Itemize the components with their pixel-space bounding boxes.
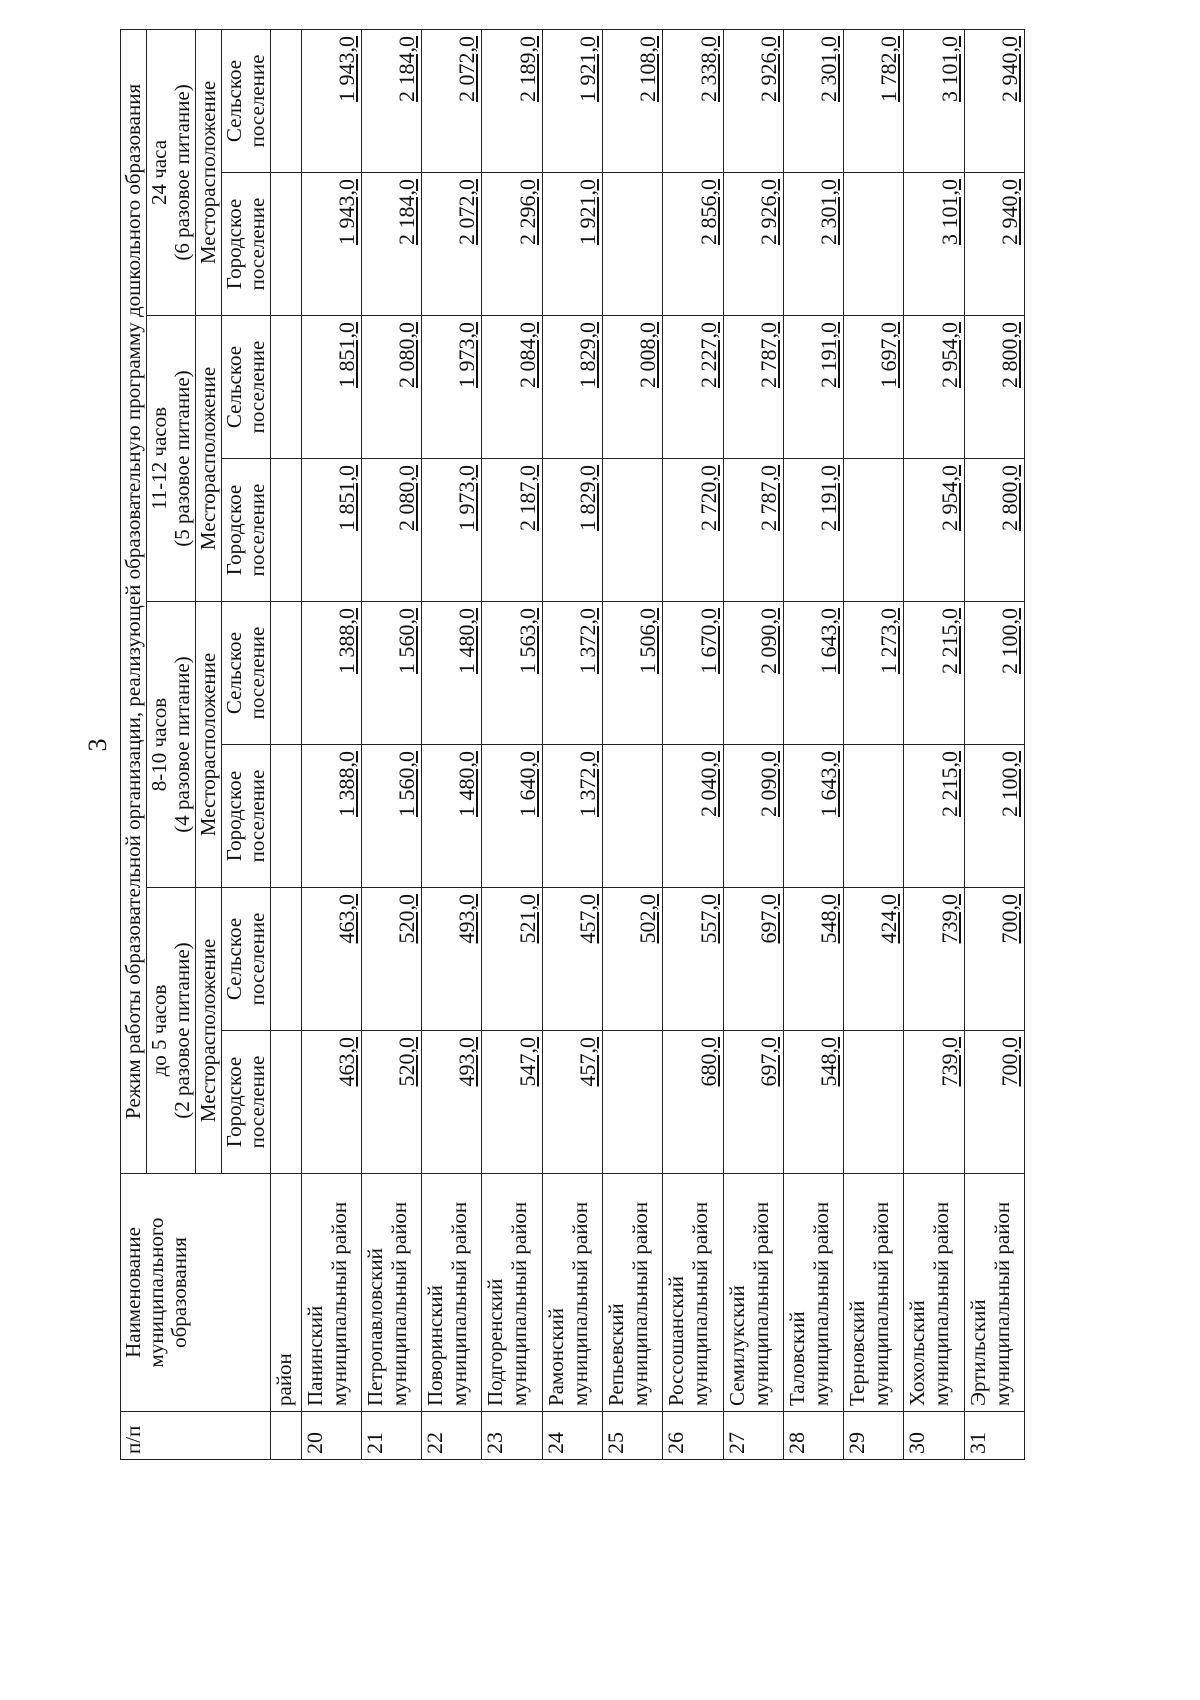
header-num: п/п [121, 1412, 271, 1460]
cell-value [271, 29, 302, 172]
table-row [904, 29, 964, 1459]
header-rural: Сельское поселение [222, 602, 271, 745]
header-location: Месторасположение [196, 888, 222, 1174]
header-rural: Сельское поселение [222, 316, 271, 459]
cell-value-text: 1 388,0 [333, 608, 359, 674]
rotated-page [80, 30, 1030, 1460]
cell-value [361, 745, 421, 888]
table-row [542, 29, 602, 1459]
header-mode-2-sub: (4 разовое питание) [171, 602, 196, 888]
cell-value [783, 745, 843, 888]
cell-value-text: 739,0 [936, 1037, 962, 1087]
cell-value [542, 316, 602, 459]
cell-value [482, 316, 542, 459]
cell-value [844, 888, 904, 1031]
table-row [602, 29, 662, 1459]
cell-value-text: 2 084,0 [514, 322, 540, 388]
cell-value-text: 457,0 [574, 1037, 600, 1087]
page-number: 3 [83, 738, 112, 752]
cell-value-text: 502,0 [635, 894, 661, 944]
cell-value-text: 1 943,0 [333, 179, 359, 245]
cell-value [542, 1031, 602, 1174]
row-num: 25 [602, 1412, 662, 1460]
cell-value-text: 1 829,0 [574, 322, 600, 388]
continuation-row [271, 29, 302, 1459]
cell-value-text: 1 697,0 [876, 322, 902, 388]
cell-value [844, 745, 904, 888]
cell-value [602, 173, 662, 316]
cell-value [301, 316, 361, 459]
cell-value-text: 2 338,0 [695, 35, 721, 102]
cell-value-text: 2 940,0 [997, 179, 1022, 245]
cell-value-text: 2 191,0 [816, 322, 842, 388]
header-rural: Сельское поселение [222, 888, 271, 1031]
cell-value-text: 2 008,0 [635, 322, 661, 388]
header-mode-1: до 5 часов [147, 888, 172, 1174]
cell-value [783, 459, 843, 602]
cell-value-text: 2 072,0 [454, 179, 480, 245]
cell-value-text: 493,0 [454, 1037, 480, 1087]
header-name: Наименование муниципального образования [121, 1174, 271, 1412]
header-mode-4-sub: (6 разовое питание) [171, 29, 196, 315]
cell-value [361, 459, 421, 602]
cell-value-text: 2 227,0 [695, 322, 721, 388]
cell-value [602, 29, 662, 172]
cell-value-text: 2 940,0 [997, 35, 1022, 102]
cell-value [271, 602, 302, 745]
cell-value [542, 888, 602, 1031]
cell-value-text: 2 296,0 [514, 179, 540, 245]
data-table [120, 29, 1025, 1460]
cell-value [542, 745, 602, 888]
row-num: 24 [542, 1412, 602, 1460]
header-location: Месторасположение [196, 316, 222, 602]
cell-value [723, 602, 783, 745]
cell-value [482, 29, 542, 172]
cell-value [723, 316, 783, 459]
row-num: 26 [663, 1412, 723, 1460]
cell-value-text: 1 829,0 [574, 465, 600, 531]
cell-value-text: 1 973,0 [454, 465, 480, 531]
row-num: 31 [964, 1412, 1024, 1460]
row-num [271, 1412, 302, 1460]
cell-value [301, 602, 361, 745]
cell-value [663, 459, 723, 602]
cell-value-text: 521,0 [514, 894, 540, 944]
cell-value [602, 745, 662, 888]
cell-value-text: 1 851,0 [333, 465, 359, 531]
cell-value-text: 1 372,0 [574, 608, 600, 674]
cell-value-text: 680,0 [695, 1037, 721, 1087]
cell-value [301, 888, 361, 1031]
cell-value-text: 1 560,0 [394, 751, 420, 817]
cell-value [723, 745, 783, 888]
cell-value-text: 1 782,0 [876, 35, 902, 102]
cell-value [542, 602, 602, 745]
cell-value-text: 1 943,0 [333, 35, 359, 102]
cell-value-text: 2 215,0 [936, 608, 962, 674]
cell-value-text: 1 563,0 [514, 608, 540, 674]
cell-value [422, 602, 482, 745]
cell-value-text: 2 090,0 [755, 608, 781, 674]
cell-value-text: 1 643,0 [816, 751, 842, 817]
cell-value [904, 173, 964, 316]
cell-value-text: 1 851,0 [333, 322, 359, 388]
row-num: 30 [904, 1412, 964, 1460]
cell-value [422, 173, 482, 316]
cell-value [663, 888, 723, 1031]
row-num: 28 [783, 1412, 843, 1460]
cell-value-text: 2 100,0 [997, 608, 1022, 674]
cell-value-text: 2 090,0 [755, 751, 781, 817]
cell-value-text: 463,0 [333, 894, 359, 944]
header-location: Месторасположение [196, 29, 222, 315]
cell-value [602, 602, 662, 745]
cell-value [904, 316, 964, 459]
cell-value [904, 888, 964, 1031]
cell-value-text: 2 787,0 [755, 322, 781, 388]
cell-value-text: 2 720,0 [695, 465, 721, 531]
cell-value-text: 2 187,0 [514, 465, 540, 531]
cell-value [422, 316, 482, 459]
cell-value [964, 1031, 1024, 1174]
cell-value [663, 1031, 723, 1174]
cell-value-text: 2 080,0 [394, 465, 420, 531]
cell-value [271, 1031, 302, 1174]
header-urban: Городское поселение [222, 173, 271, 316]
cell-value [361, 173, 421, 316]
table-row [482, 29, 542, 1459]
cell-value-text: 2 800,0 [997, 465, 1022, 531]
cell-value-text: 2 100,0 [997, 751, 1022, 817]
header-urban: Городское поселение [222, 1031, 271, 1174]
cell-value [844, 459, 904, 602]
row-name: Семилукский муниципальный район [723, 1174, 783, 1412]
cell-value-text: 548,0 [816, 894, 842, 944]
cell-value [301, 29, 361, 172]
header-location: Месторасположение [196, 602, 222, 888]
header-mode-1-sub: (2 разовое питание) [171, 888, 196, 1174]
cell-value-text: 2 108,0 [635, 35, 661, 102]
cell-value [301, 1031, 361, 1174]
cell-value [482, 888, 542, 1031]
row-name: Подгоренский муниципальный район [482, 1174, 542, 1412]
cell-value-text: 2 800,0 [997, 322, 1022, 388]
cell-value-text: 697,0 [755, 894, 781, 944]
cell-value [542, 173, 602, 316]
cell-value [301, 173, 361, 316]
table-row [964, 29, 1024, 1459]
cell-value [301, 745, 361, 888]
cell-value [271, 745, 302, 888]
cell-value [904, 602, 964, 745]
header-mode-4: 24 часа [147, 29, 172, 315]
cell-value [271, 459, 302, 602]
cell-value [663, 602, 723, 745]
cell-value [783, 173, 843, 316]
row-name: Рамонский муниципальный район [542, 1174, 602, 1412]
cell-value-text: 463,0 [333, 1037, 359, 1087]
row-num: 23 [482, 1412, 542, 1460]
cell-value [482, 602, 542, 745]
cell-value [663, 745, 723, 888]
cell-value-text: 3 101,0 [936, 35, 962, 102]
cell-value-text: 3 101,0 [936, 179, 962, 245]
cell-value-text: 739,0 [936, 894, 962, 944]
cell-value-text: 1 273,0 [876, 608, 902, 674]
cell-value-text: 548,0 [816, 1037, 842, 1087]
row-num: 21 [361, 1412, 421, 1460]
cell-value-text: 1 388,0 [333, 751, 359, 817]
cell-value-text: 2 954,0 [936, 465, 962, 531]
header-mode-title: Режим работы образовательной организации, реализующей образовательную программу дошкольного образования [121, 29, 147, 1173]
table-row [723, 29, 783, 1459]
row-name: Поворинский муниципальный район [422, 1174, 482, 1412]
cell-value [542, 459, 602, 602]
cell-value [783, 602, 843, 745]
cell-value [964, 745, 1024, 888]
row-name: Репьевский муниципальный район [602, 1174, 662, 1412]
cell-value-text: 2 040,0 [695, 751, 721, 817]
cell-value [602, 459, 662, 602]
cell-value [542, 29, 602, 172]
cell-value [723, 459, 783, 602]
cell-value-text: 697,0 [755, 1037, 781, 1087]
cell-value [663, 316, 723, 459]
header-urban: Городское поселение [222, 745, 271, 888]
table-row [361, 29, 421, 1459]
cell-value [663, 29, 723, 172]
cell-value-text: 1 506,0 [635, 608, 661, 674]
cell-value [783, 29, 843, 172]
cell-value-text: 557,0 [695, 894, 721, 944]
cell-value [271, 888, 302, 1031]
cell-value [663, 173, 723, 316]
cell-value-text: 700,0 [997, 1037, 1022, 1087]
cell-value-text: 1 921,0 [574, 35, 600, 102]
cell-value [271, 316, 302, 459]
row-num: 29 [844, 1412, 904, 1460]
row-name: Таловский муниципальный район [783, 1174, 843, 1412]
cell-value [844, 173, 904, 316]
cell-value-text: 2 189,0 [514, 35, 540, 102]
cell-value [783, 316, 843, 459]
cell-value-text: 1 973,0 [454, 322, 480, 388]
cell-value-text: 1 640,0 [514, 751, 540, 817]
cell-value [422, 459, 482, 602]
cell-value [361, 888, 421, 1031]
cell-value [964, 29, 1024, 172]
cell-value [723, 1031, 783, 1174]
cell-value-text: 493,0 [454, 894, 480, 944]
cell-value-text: 2 184,0 [394, 35, 420, 102]
cell-value-text: 547,0 [514, 1037, 540, 1087]
cell-value [964, 459, 1024, 602]
row-name: Россошанский муниципальный район [663, 1174, 723, 1412]
cell-value [422, 1031, 482, 1174]
cell-value-text: 2 301,0 [816, 179, 842, 245]
cell-value-text: 1 643,0 [816, 608, 842, 674]
cell-value-text: 2 080,0 [394, 322, 420, 388]
cell-value-text: 2 184,0 [394, 179, 420, 245]
cell-value-text: 520,0 [394, 894, 420, 944]
cell-value [361, 29, 421, 172]
cell-value-text: 1 670,0 [695, 608, 721, 674]
header-mode-3: 11-12 часов [147, 316, 172, 602]
row-name: Петропавловский муниципальный район [361, 1174, 421, 1412]
cell-value-text: 2 301,0 [816, 35, 842, 102]
cell-value-text: 457,0 [574, 894, 600, 944]
cell-value-text: 2 926,0 [755, 35, 781, 102]
cell-value [422, 745, 482, 888]
table-row [663, 29, 723, 1459]
table-row [301, 29, 361, 1459]
cell-value-text: 2 856,0 [695, 179, 721, 245]
cell-value-text: 520,0 [394, 1037, 420, 1087]
cell-value [602, 888, 662, 1031]
cell-value [904, 459, 964, 602]
cell-value-text: 1 560,0 [394, 608, 420, 674]
cell-value [422, 29, 482, 172]
cell-value [783, 1031, 843, 1174]
cell-value [301, 459, 361, 602]
cell-value [844, 1031, 904, 1174]
row-name: Хохольский муниципальный район [904, 1174, 964, 1412]
row-num: 22 [422, 1412, 482, 1460]
cell-value [964, 602, 1024, 745]
cell-value [904, 745, 964, 888]
row-name: Терновский муниципальный район [844, 1174, 904, 1412]
row-name: Эртильский муниципальный район [964, 1174, 1024, 1412]
cell-value-text: 2 215,0 [936, 751, 962, 817]
cell-value [904, 1031, 964, 1174]
cell-value [783, 888, 843, 1031]
cell-value [482, 173, 542, 316]
cell-value-text: 2 191,0 [816, 465, 842, 531]
cell-value [904, 29, 964, 172]
cell-value [422, 888, 482, 1031]
cell-value-text: 2 072,0 [454, 35, 480, 102]
cell-value [844, 316, 904, 459]
table-row [783, 29, 843, 1459]
cell-value-text: 2 954,0 [936, 322, 962, 388]
cell-value [482, 459, 542, 602]
cell-value [602, 316, 662, 459]
header-mode-2: 8-10 часов [147, 602, 172, 888]
cell-value [844, 602, 904, 745]
cell-value [844, 29, 904, 172]
cell-value [271, 173, 302, 316]
cell-value-text: 700,0 [997, 894, 1022, 944]
cell-value-text: 1 372,0 [574, 751, 600, 817]
row-num: 20 [301, 1412, 361, 1460]
header-mode-3-sub: (5 разовое питание) [171, 316, 196, 602]
header-urban: Городское поселение [222, 459, 271, 602]
cell-value-text: 1 480,0 [454, 608, 480, 674]
cell-value [964, 316, 1024, 459]
cell-value [964, 173, 1024, 316]
cell-value [723, 29, 783, 172]
cell-value [361, 602, 421, 745]
cell-value [361, 1031, 421, 1174]
cell-value [602, 1031, 662, 1174]
cell-value [361, 316, 421, 459]
row-num: 27 [723, 1412, 783, 1460]
header-rural: Сельское поселение [222, 29, 271, 172]
table-row [844, 29, 904, 1459]
cell-value-text: 424,0 [876, 894, 902, 944]
cell-value [723, 173, 783, 316]
cell-value [482, 745, 542, 888]
cell-value-text: 1 480,0 [454, 751, 480, 817]
cell-value [964, 888, 1024, 1031]
cell-value-text: 2 926,0 [755, 179, 781, 245]
table-row [422, 29, 482, 1459]
cell-value [482, 1031, 542, 1174]
row-name: район [271, 1174, 302, 1412]
cell-value-text: 2 787,0 [755, 465, 781, 531]
cell-value-text: 1 921,0 [574, 179, 600, 245]
row-name: Панинский муниципальный район [301, 1174, 361, 1412]
cell-value [723, 888, 783, 1031]
